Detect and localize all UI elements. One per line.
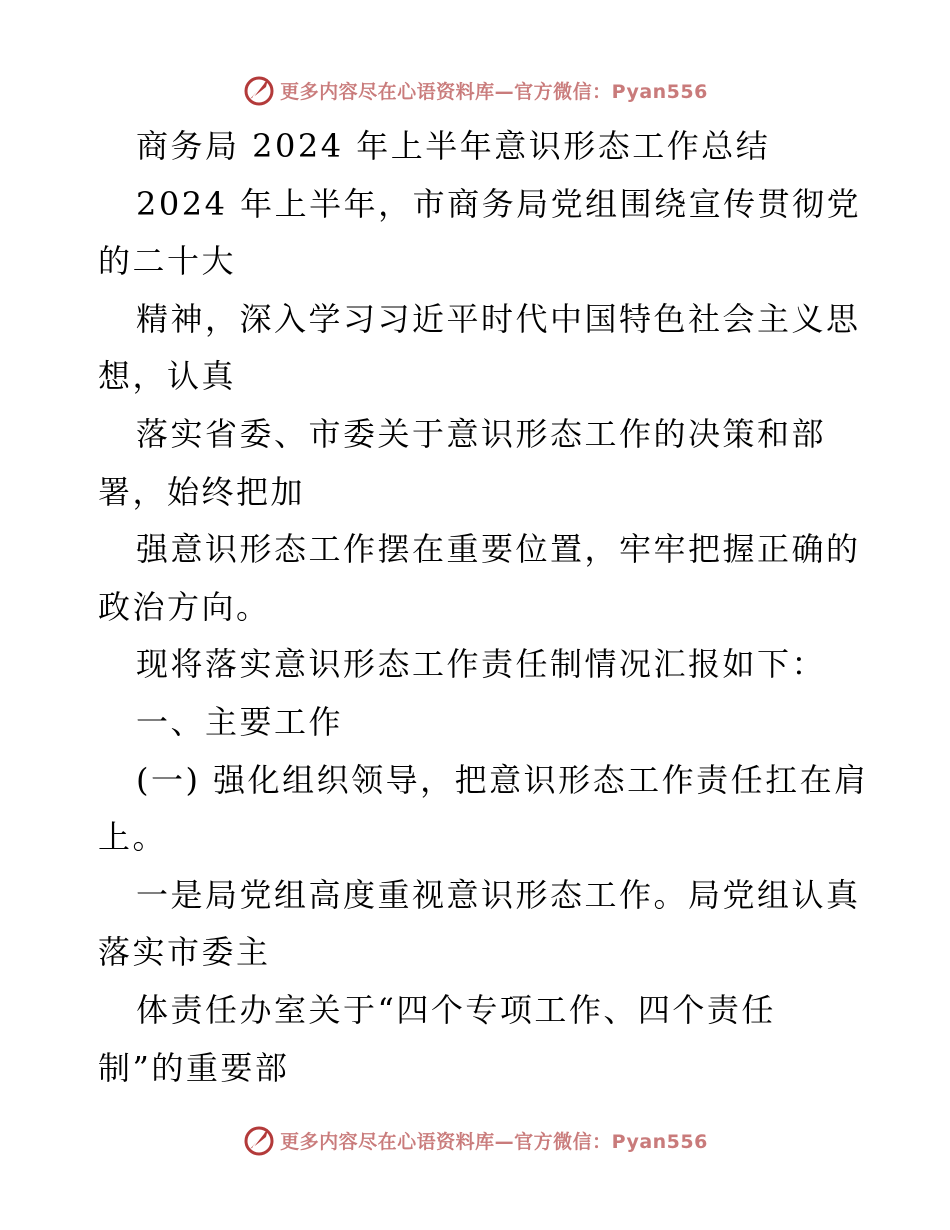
paragraph-line: 强意识形态工作摆在重要位置，牢牢把握正确的 bbox=[136, 530, 861, 569]
header-watermark bbox=[0, 70, 950, 110]
paragraph-line: 制”的重要部 bbox=[98, 1048, 290, 1087]
watermark-separator: — bbox=[494, 1130, 515, 1153]
watermark-site-text: 更多内容尽在心语资料库 bbox=[280, 1130, 495, 1153]
paragraph-line: 落实省委、市委关于意识形态工作的决策和部 bbox=[136, 414, 827, 453]
watermark-wechat-id: Pyan556 bbox=[611, 80, 708, 103]
feather-pen-icon bbox=[242, 1123, 276, 1157]
watermark-wechat-label: 官方微信： bbox=[514, 80, 612, 103]
paragraph-line: 想，认真 bbox=[98, 357, 237, 396]
paragraph-line: 精神，深入学习习近平时代中国特色社会主义思 bbox=[136, 299, 861, 338]
paragraph-line: 2024 年上半年，市商务局党组围绕宣传贯彻党 bbox=[136, 184, 862, 223]
paragraph-line: 体责任办室关于“四个专项工作、四个责任 bbox=[136, 990, 776, 1029]
watermark-wechat-label: 官方微信： bbox=[514, 1130, 612, 1153]
paragraph-line: 政治方向。 bbox=[98, 587, 271, 626]
paragraph-line: 现将落实意识形态工作责任制情况汇报如下： bbox=[136, 645, 827, 684]
paragraph-line: 落实市委主 bbox=[98, 933, 271, 972]
document-body bbox=[98, 118, 869, 1097]
watermark-text bbox=[280, 1127, 708, 1154]
footer-watermark bbox=[0, 1120, 950, 1160]
paragraph-line: 的二十大 bbox=[98, 242, 237, 281]
document-title: 商务局 2024 年上半年意识形态工作总结 bbox=[136, 127, 771, 165]
subsection-heading: (一) 强化组织领导，把意识形态工作责任扛在肩 bbox=[136, 760, 869, 799]
watermark-wechat-id: Pyan556 bbox=[611, 1130, 708, 1153]
watermark-text bbox=[280, 77, 708, 104]
paragraph-line: 一是局党组高度重视意识形态工作。局党组认真 bbox=[136, 875, 861, 914]
section-heading: 一、主要工作 bbox=[136, 702, 344, 741]
watermark-separator: — bbox=[494, 80, 515, 103]
watermark-site-text: 更多内容尽在心语资料库 bbox=[280, 80, 495, 103]
paragraph-line: 署，始终把加 bbox=[98, 472, 306, 511]
paragraph-line: 上。 bbox=[98, 818, 168, 857]
feather-pen-icon bbox=[242, 73, 276, 107]
